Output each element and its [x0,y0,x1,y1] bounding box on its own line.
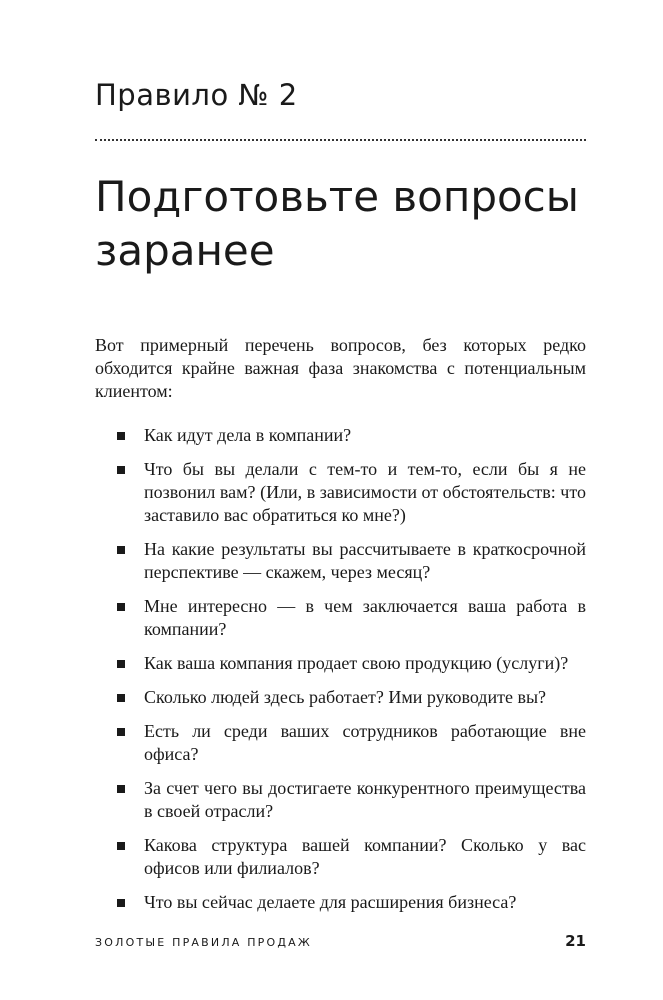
square-bullet-icon [117,694,125,702]
square-bullet-icon [117,603,125,611]
rule-label: Правило № 2 [95,78,298,112]
square-bullet-icon [117,466,125,474]
list-item [95,652,586,675]
square-bullet-icon [117,842,125,850]
list-item-text: Какова структура вашей компании? Сколько у вас офисов или филиалов? [144,835,586,878]
list-item [95,424,586,447]
list-item-text: Есть ли среди ваших сотрудников работающие вне офиса? [144,721,586,764]
list-item-text: Как идут дела в компании? [144,425,352,445]
list-item [95,777,586,823]
list-item [95,458,586,527]
square-bullet-icon [117,660,125,668]
list-item-text: Мне интересно — в чем заключается ваша работа в компании? [144,596,586,639]
dotted-divider [95,139,586,141]
square-bullet-icon [117,785,125,793]
square-bullet-icon [117,728,125,736]
list-item-text: Как ваша компания продает свою продукцию (услуги)? [144,653,569,673]
list-item [95,891,586,914]
chapter-title: Подготовьте вопросы заранее [95,172,579,275]
list-item [95,834,586,880]
list-item [95,686,586,709]
list-item-text: На какие результаты вы рассчитываете в краткосрочной перспективе — скажем, через месяц? [144,539,586,582]
square-bullet-icon [117,432,125,440]
intro-paragraph: Вот примерный перечень вопросов, без которых редко обходится крайне важная фаза знакомства с потенциальным клиентом: [95,335,586,401]
list-item-text: Что бы вы делали с тем-то и тем-то, если бы я не позвонил вам? (Или, в зависимости от обстоятельств: что заставило вас обратиться ко мне?) [144,459,586,525]
list-item-text: Что вы сейчас делаете для расширения бизнеса? [144,892,517,912]
list-item [95,595,586,641]
square-bullet-icon [117,899,125,907]
square-bullet-icon [117,546,125,554]
running-footer-title: ЗОЛОТЫЕ ПРАВИЛА ПРОДАЖ [95,936,312,949]
list-item [95,720,586,766]
list-item-text: За счет чего вы достигаете конкурентного преимущества в своей отрасли? [144,778,586,821]
list-item [95,538,586,584]
questions-list [95,424,586,925]
page-number: 21 [565,932,586,950]
list-item-text: Сколько людей здесь работает? Ими руководите вы? [144,687,547,707]
